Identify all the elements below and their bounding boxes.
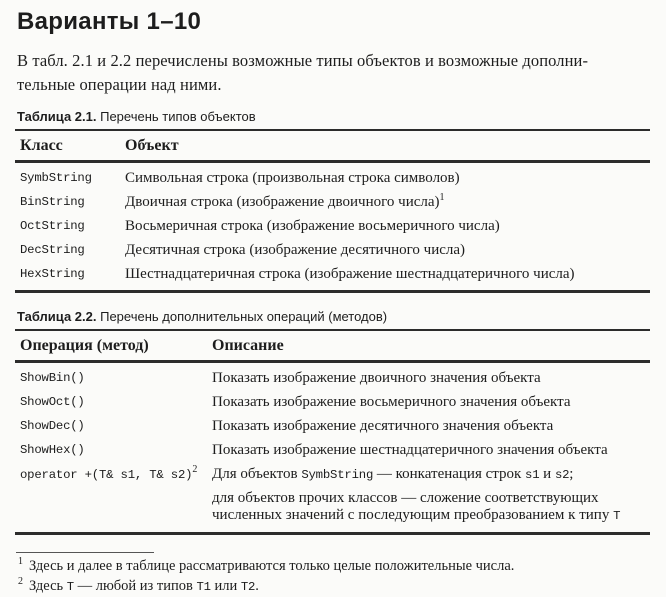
footnote-separator — [16, 552, 154, 553]
class-name-cell: BinString — [20, 195, 85, 209]
class-name-cell: OctString — [20, 219, 85, 233]
table-row — [15, 211, 650, 235]
operation-cell: ShowDec() — [20, 419, 85, 433]
table-row-operator — [15, 459, 650, 532]
operation-description-cell: Показать изображение двоичного значения объекта — [212, 370, 541, 386]
footnote-1-text: Здесь и далее в таблице рассматриваются только целые положительные числа. — [29, 558, 515, 574]
footnote-marker: 1 — [18, 556, 23, 568]
intro-line-2: тельные операции над ними. — [17, 74, 222, 94]
table1-caption-text: Перечень типов объектов — [100, 109, 256, 124]
footnote-2-text: Здесь T — любой из типов T1 или T2. — [29, 578, 259, 594]
operation-description-cell: Показать изображение шестнадцатеричного значения объекта — [212, 442, 608, 458]
table2-caption — [17, 309, 650, 324]
operations-table — [15, 329, 650, 535]
table-row — [15, 435, 650, 459]
footnote-ref: 1 — [439, 192, 445, 203]
table2-body — [15, 363, 650, 532]
table-row — [15, 363, 650, 387]
class-name-cell: HexString — [20, 267, 85, 281]
table1-object-column-header: Объект — [125, 137, 179, 154]
footnote-ref: 2 — [192, 464, 198, 475]
table2-description-column-header: Описание — [212, 337, 284, 354]
class-name-cell: DecString — [20, 243, 85, 257]
object-description-cell: Символьная строка (произвольная строка символов) — [125, 170, 460, 186]
footnote-1 — [16, 557, 650, 576]
operation-cell: ShowBin() — [20, 371, 85, 385]
table1-body — [15, 163, 650, 290]
table1-caption-label: Таблица 2.1. — [17, 109, 97, 124]
class-name-cell: SymbString — [20, 171, 92, 185]
operator-desc-line-3: численных значений с последующим преобразованием к типу T — [212, 507, 621, 523]
table-row — [15, 411, 650, 435]
object-description-cell: Двоичная строка (изображение двоичного числа)$^1$ — [125, 192, 445, 210]
table2-operation-column-header: Операция (метод) — [20, 337, 149, 354]
table2-caption-label: Таблица 2.2. — [17, 309, 97, 324]
table-row — [15, 187, 650, 211]
footnote-2 — [16, 577, 650, 597]
table1-class-column-header: Класс — [20, 137, 63, 154]
object-description-cell: Шестнадцатеричная строка (изображение шестнадцатеричного числа) — [125, 266, 575, 282]
operation-cell: ShowOct() — [20, 395, 85, 409]
operation-description-cell: Показать изображение десятичного значения объекта — [212, 418, 554, 434]
operation-description-cell: Показать изображение восьмеричного значения объекта — [212, 394, 571, 410]
table-row — [15, 259, 650, 290]
table2-header-row — [15, 331, 650, 363]
operator-desc-line-2: для объектов прочих классов — сложение соответствующих — [212, 490, 599, 506]
operation-description-cell — [207, 459, 650, 532]
intro-paragraph — [17, 49, 650, 96]
operation-cell: ShowHex() — [20, 443, 85, 457]
table2-caption-text: Перечень дополнительных операций (методов) — [100, 309, 388, 324]
footnote-marker: 2 — [18, 576, 23, 588]
table-row — [15, 235, 650, 259]
table-row — [15, 387, 650, 411]
operator-desc-line-1: Для объектов SymbString — конкатенация строк s1 и s2; — [212, 466, 574, 482]
object-types-table — [15, 129, 650, 293]
page-title: Варианты 1–10 — [17, 8, 202, 35]
operation-cell: operator +(T& s1, T& s2)$^2$ — [20, 464, 198, 482]
object-description-cell: Десятичная строка (изображение десятичного числа) — [125, 242, 466, 258]
object-description-cell: Восьмеричная строка (изображение восьмеричного числа) — [125, 218, 500, 234]
intro-line-1: В табл. 2.1 и 2.2 перечислены возможные типы объектов и возможные дополни- — [17, 51, 589, 70]
table1-caption — [17, 109, 650, 124]
table1-header-row — [15, 131, 650, 163]
table-row — [15, 163, 650, 187]
